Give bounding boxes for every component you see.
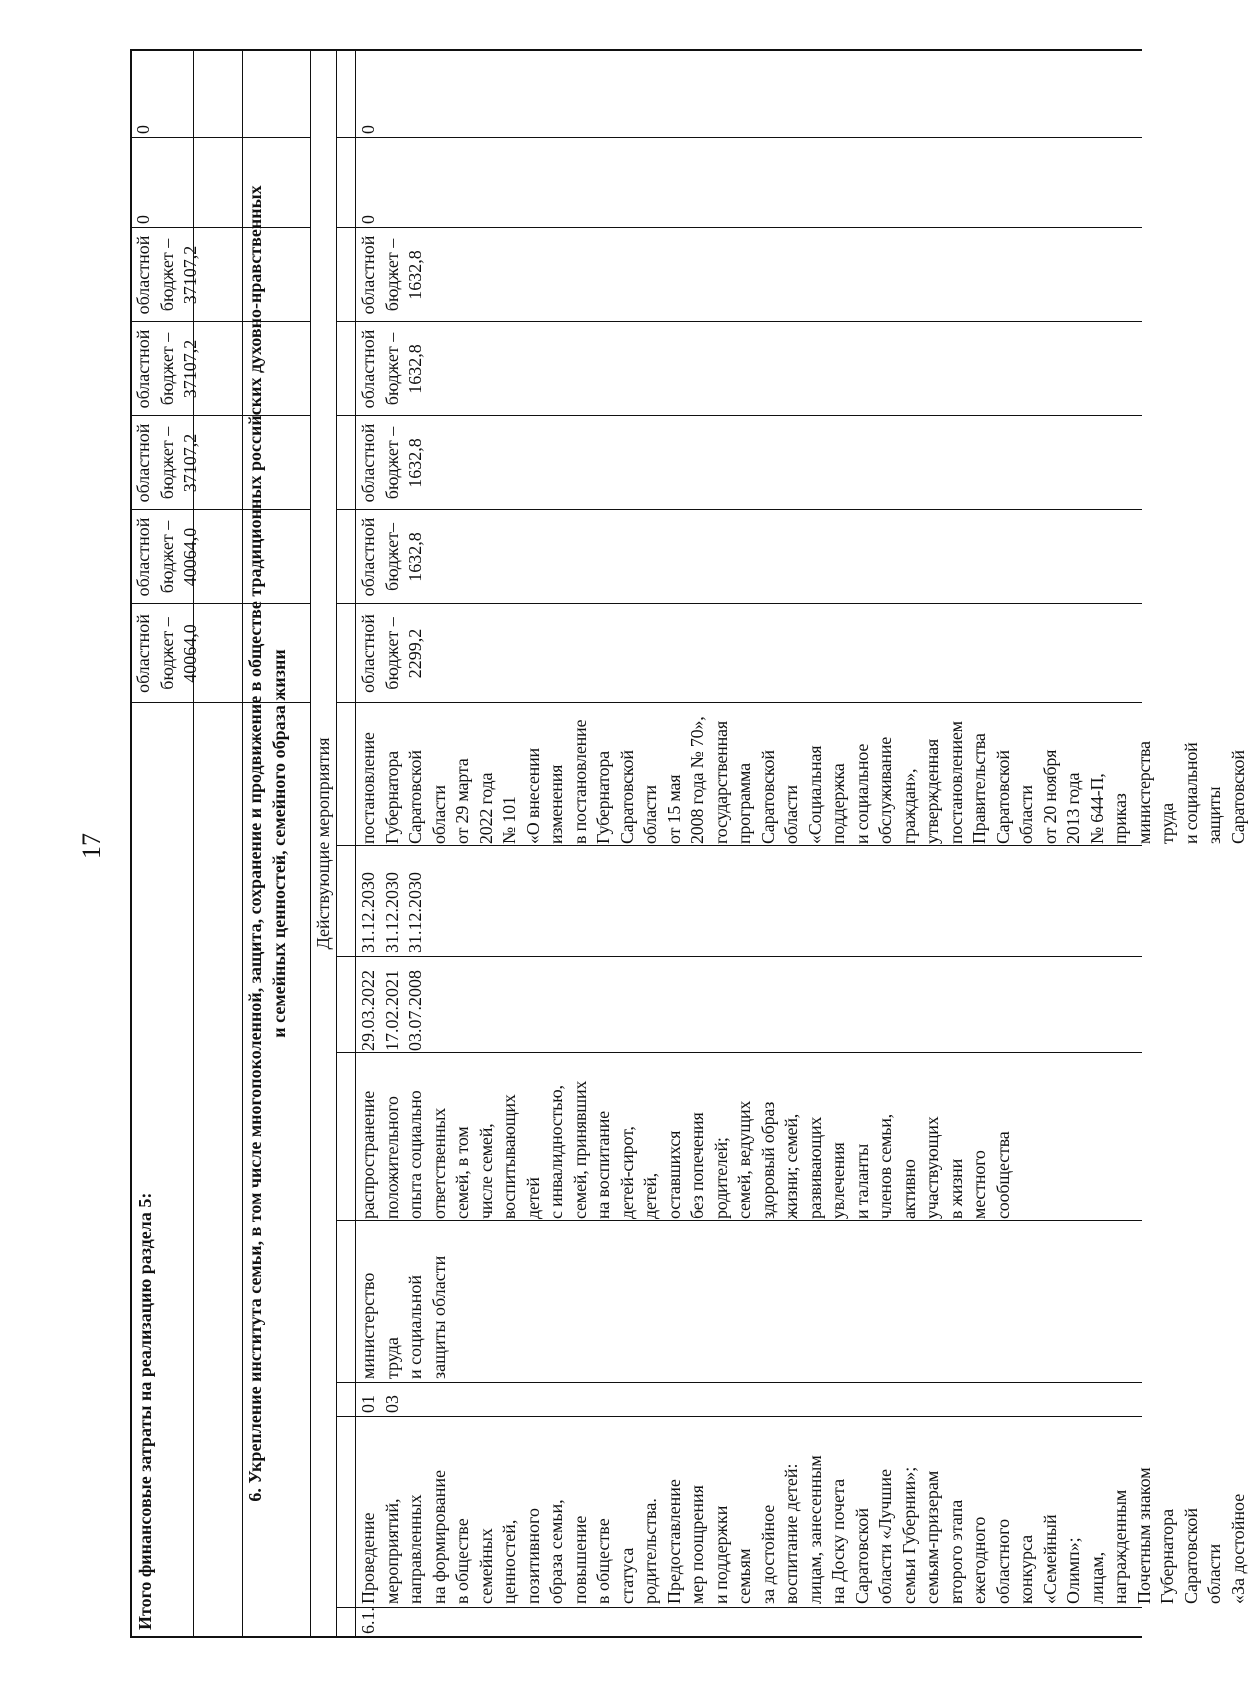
page-number: 17 (77, 833, 106, 859)
row-funding-5: областной бюджет – 1632,8 (358, 235, 425, 315)
total-col-b: 0 (133, 125, 153, 134)
col-line-11b (336, 415, 1142, 416)
row-funding-4: областной бюджет – 1632,8 (358, 329, 425, 409)
row-name: Проведение мероприятий, направленных на формирование в обществе семейных ценностей, позитивного образа семьи, повышение в обществе статуса родительства. Предоставление мер поощрения и поддержки семьям за достойное воспитание детей: лицам, занесенным на Доску почета Саратовской области «Лучшие семьи Губернии»; семьям-призерам второго этапа ежегодного областного конкурса «Семейный Олимп»; лицам, награжденным Почетным знаком Губернатора Саратовской области «За достойное (358, 1455, 1248, 1604)
total-funding-2: областной бюджет – 40064,0 (133, 517, 200, 597)
row-result: распространение положительного опыта социально ответственных семей, в том числе семей, воспитывающих детей с инвалидностью, семей, принявших на воспитание детей-сирот, детей, оставшихся без попечения родителей; семей, ведущих здоровый образ жизни; семей, развивающих увлечения и таланты членов семьи, активно участвующих в жизни местного сообщества (358, 1080, 1013, 1219)
rule-subtitle (336, 49, 337, 1638)
col-line-14b (336, 137, 1142, 138)
rule-section (310, 49, 311, 1638)
rule-spacer (355, 49, 356, 1638)
total-funding-4: областной бюджет – 37107,2 (133, 329, 200, 409)
row-col-a: 0 (358, 215, 378, 224)
total-label: Итого финансовые затраты на реализацию раздела 5: (135, 1192, 155, 1630)
total-col-a: 0 (133, 215, 153, 224)
row-codes: 01 03 (358, 1395, 402, 1413)
row-funding-3: областной бюджет – 1632,8 (358, 423, 425, 503)
row-number: 6.1. (358, 1607, 378, 1634)
col-line-3 (336, 1382, 1142, 1383)
row-col-b: 0 (358, 125, 378, 134)
row-end-dates: 31.12.2030 31.12.2030 31.12.2030 (358, 872, 425, 953)
total-funding-5: областной бюджет – 37107,2 (133, 235, 200, 315)
col-line-13b (336, 227, 1142, 228)
section-title: 6. Укрепление института семьи, в том числе многопоколенной, защита, сохранение и продвижение в обществе традиционных российских духовно-нравственных и семейных ценностей, семейного образа жизни (245, 185, 289, 1502)
col-line-9b (336, 603, 1142, 604)
col-line-10b (336, 509, 1142, 510)
row-funding-2: областной бюджет– 1632,8 (358, 517, 425, 597)
total-funding-3: областной бюджет – 37107,2 (133, 423, 200, 503)
document-table (130, 49, 1248, 1638)
total-funding-1: областной бюджет – 40064,0 (133, 614, 200, 693)
section-subtitle: Действующие мероприятия (313, 737, 333, 950)
row-start-dates: 29.03.2022 17.02.2021 03.07.2008 (358, 970, 425, 1051)
row-legal-basis: постановление Губернатора Саратовской области от 29 марта 2022 года № 101 «О внесении изменения в постановление Губернатора Саратовской области от 15 мая 2008 года № 70», государственная программа Саратовской области «Социальная поддержка и социальное обслуживание граждан», утвержденная постановлением Правительства Саратовской области от 20 ноября 2013 года № 644-П, приказ министерства труда и социальной защиты Саратовской (358, 716, 1248, 844)
col-line-6 (336, 956, 1142, 957)
row-funding-1: областной бюджет – 2299,2 (358, 614, 425, 693)
rule-funding-bottom (242, 49, 243, 1638)
col-line-12b (336, 321, 1142, 322)
row-executor: министерство труда и социальной защиты области (358, 1255, 449, 1379)
